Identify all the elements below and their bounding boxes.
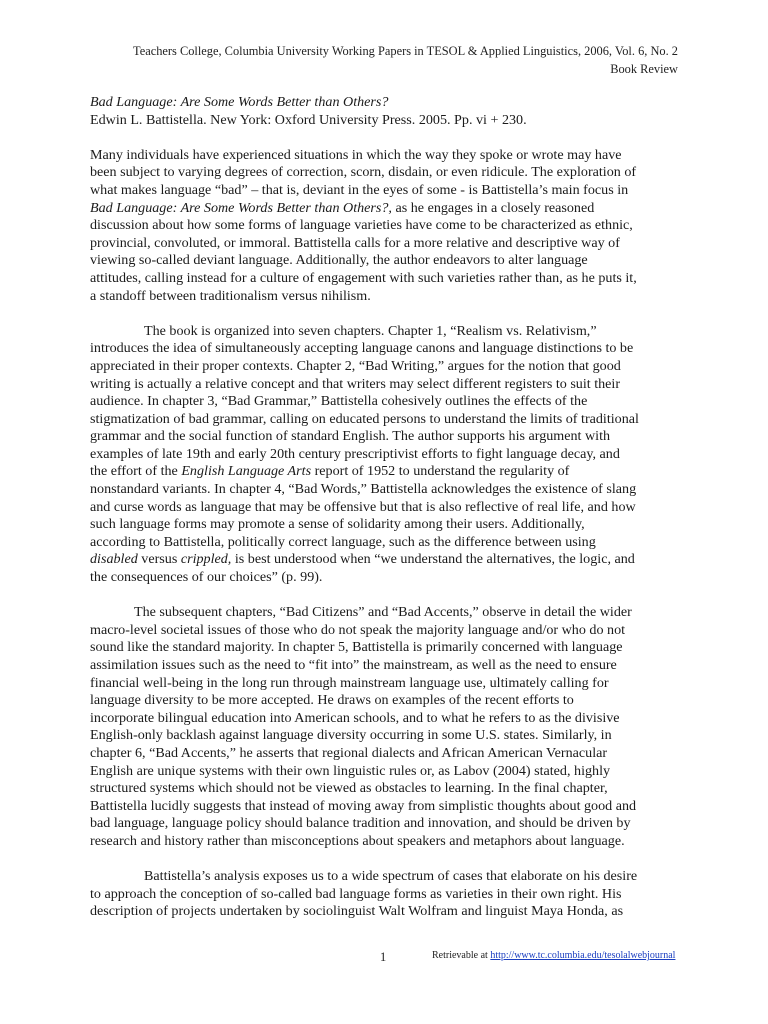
text-line: the consequences of our choices” (p. 99).: [90, 569, 323, 586]
text-run: the effort of the: [90, 463, 182, 480]
text-line: English-only backlash against language diversity occurring in some U.S. states. Similarly, in: [90, 727, 612, 744]
text-line: writing is actually a relative concept and that writers may select different registers to suit their: [90, 375, 621, 392]
text-line: research and history rather than misconceptions about speakers and metaphors about language.: [90, 832, 625, 849]
text-line: sound like the standard majority. In chapter 5, Battistella is primarily concerned with language: [90, 639, 623, 656]
paragraph-4: [90, 868, 690, 921]
text-line: description of projects undertaken by sociolinguist Walt Wolfram and linguist Maya Honda, as: [90, 903, 624, 920]
text-run: report of 1952 to understand the regularity of: [311, 463, 570, 480]
text-line: English are unique systems with their own linguistic rules or, as Labov (2004) stated, highly: [90, 762, 611, 779]
text-line: Battistella’s analysis exposes us to a wide spectrum of cases that elaborate on his desire: [144, 868, 638, 885]
text-run: is best understood when “we understand the alternatives, the logic, and: [231, 551, 635, 568]
text-line: macro-level societal issues of those who do not speak the majority language and/or who do not: [90, 621, 626, 638]
text-line: financial well-being in the long run through mainstream language use, ultimately calling for: [90, 674, 609, 691]
retrievable-note: [432, 950, 675, 961]
text-line: [90, 551, 690, 569]
italic-report-title: English Language Arts: [181, 463, 312, 480]
text-line: and curse words as language that may be offensive but that is also reflective of real life, and how: [90, 498, 636, 515]
paragraph-3: [90, 604, 690, 850]
italic-book-title: Bad Language: Are Some Words Better than Others?,: [90, 199, 392, 216]
text-line: structured systems which should not be viewed as obstacles to learning. In the final chapter,: [90, 780, 608, 797]
journal-line: Teachers College, Columbia University Working Papers in TESOL & Applied Linguistics, 2006, Vol. 6, No. 2: [133, 44, 678, 58]
retrievable-label: Retrievable at: [432, 950, 491, 961]
italic-term: crippled,: [180, 551, 232, 568]
journal-url-link[interactable]: http://www.tc.columbia.edu/tesolalwebjournal: [490, 950, 676, 961]
text-line: Battistella lucidly suggests that instead of moving away from simplistic thoughts about good and: [90, 797, 637, 814]
text-line: grammar and the social function of standard English. The author supports his argument with: [90, 428, 611, 445]
text-line: been subject to varying degrees of correction, scorn, disdain, or even ridicule. The exploration of: [90, 164, 637, 181]
text-line: discussion about how some forms of language varieties have come to be characterized as ethnic,: [90, 217, 633, 234]
text-line: such language forms may promote a sense of solidarity among their users. Additionally,: [90, 516, 585, 533]
text-line: incorporate bilingual education into American schools, and to what he refers to as the divisive: [90, 709, 620, 726]
book-details: Edwin L. Battistella. New York: Oxford University Press. 2005. Pp. vi + 230.: [90, 111, 527, 128]
text-line: chapter 6, “Bad Accents,” he asserts that regional dialects and African American Vernacular: [90, 744, 608, 761]
section-label: Book Review: [610, 62, 678, 76]
text-line: The subsequent chapters, “Bad Citizens” and “Bad Accents,” observe in detail the wider: [134, 604, 632, 621]
text-line: language diversity to be more accepted. He draws on examples of the recent efforts to: [90, 692, 574, 709]
paragraph-2: [90, 323, 690, 587]
text-line: according to Battistella, politically correct language, such as the difference between using: [90, 533, 596, 550]
text-line: what makes language “bad” – that is, deviant in the eyes of some - is Battistella’s main focus in: [90, 181, 629, 198]
italic-term: disabled: [90, 551, 138, 568]
article-body: [90, 94, 690, 921]
text-line: [90, 463, 690, 481]
text-run: as he engages in a closely reasoned: [391, 199, 595, 216]
running-header: [38, 42, 678, 78]
text-line: to approach the conception of so-called bad language forms as varieties in their own right. His: [90, 885, 622, 902]
text-line: attitudes, calling instead for a culture of engagement with such varieties rather than, as he puts it,: [90, 269, 637, 286]
book-title: Bad Language: Are Some Words Better than Others?: [90, 94, 389, 110]
text-line: Many individuals have experienced situations in which the way they spoke or wrote may have: [90, 146, 622, 163]
paragraph-1: [90, 147, 690, 305]
text-line: examples of late 19th and early 20th century prescriptivist efforts to fight language decay, and: [90, 445, 620, 462]
text-line: nonstandard variants. In chapter 4, “Bad Words,” Battistella acknowledges the existence of slang: [90, 481, 637, 498]
text-line: introduces the idea of simultaneously accepting language canons and language distinctions to be: [90, 340, 634, 357]
text-line: viewing so-called deviant language. Additionally, the author endeavors to alter language: [90, 252, 588, 269]
text-run: versus: [137, 551, 181, 568]
text-line: appreciated in their proper contexts. Chapter 2, “Bad Writing,” argues for the notion that good: [90, 357, 621, 374]
text-line: provincial, convoluted, or immoral. Battistella calls for a more relative and descriptive way of: [90, 234, 620, 251]
text-line: bad language, language policy should balance tradition and innovation, and should be driven by: [90, 815, 631, 832]
text-line: The book is organized into seven chapters. Chapter 1, “Realism vs. Relativism,”: [144, 322, 597, 339]
text-line: a standoff between traditionalism versus nihilism.: [90, 287, 371, 304]
text-line: stigmatization of bad grammar, calling on educated persons to understand the limits of traditional: [90, 410, 639, 427]
text-line: assimilation issues such as the need to “fit into” the mainstream, as well as the need to ensure: [90, 657, 617, 673]
text-line: [90, 200, 690, 218]
page-number: 1: [380, 950, 387, 964]
text-line: audience. In chapter 3, “Bad Grammar,” Battistella cohesively outlines the effects of the: [90, 393, 588, 410]
